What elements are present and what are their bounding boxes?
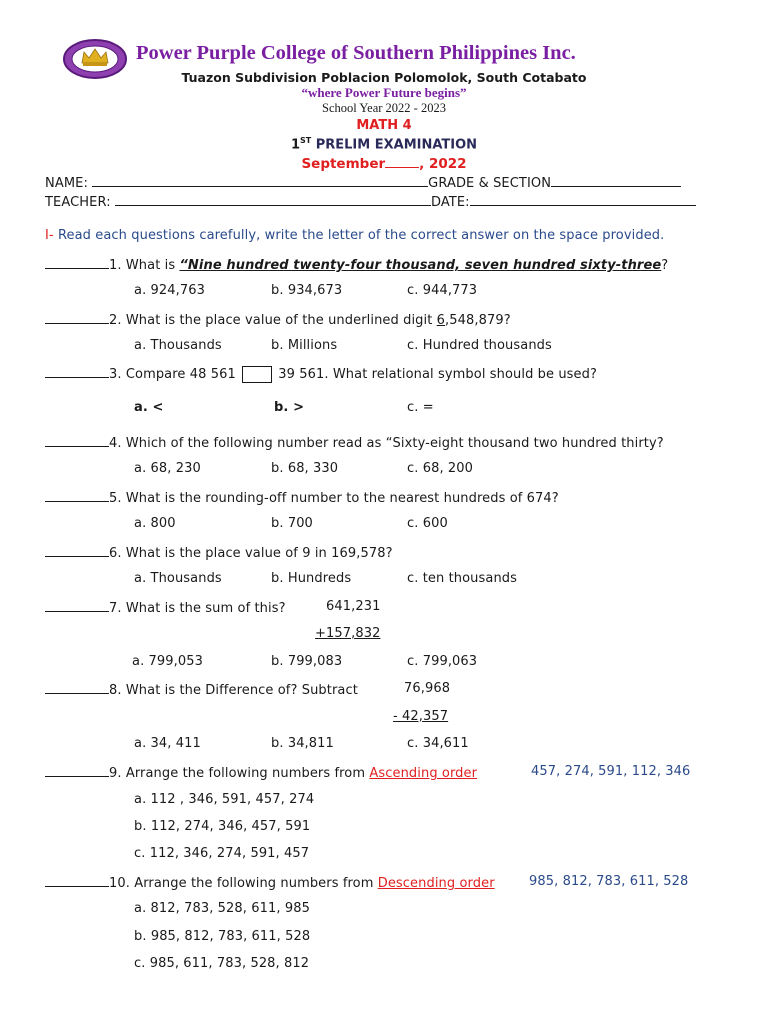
answer-blank-4[interactable]	[45, 434, 109, 447]
answer-blank-2[interactable]	[45, 311, 109, 324]
q1-end: ?	[661, 258, 669, 273]
q8-option-c: c. 34,611	[407, 736, 469, 751]
q4-option-c: c. 68, 200	[407, 461, 474, 476]
q10-option-c: c. 985, 611, 783, 528, 812	[134, 956, 310, 971]
instructions	[45, 228, 664, 243]
answer-blank-8[interactable]	[45, 681, 109, 694]
q8-option-a: a. 34, 411	[134, 736, 201, 751]
q4-stem: 4. Which of the following number read as “Sixty-eight thousand two hundred thirty?	[109, 436, 664, 451]
answer-blank-7[interactable]	[45, 599, 109, 612]
comparison-box	[242, 366, 272, 383]
date-label: DATE:	[430, 195, 470, 210]
q8-minuend: 76,968	[404, 681, 451, 696]
q6-stem: 6. What is the place value of 9 in 169,578?	[109, 546, 393, 561]
question-6	[45, 544, 393, 561]
exam-date-month: September	[301, 156, 386, 172]
teacher-label: TEACHER:	[45, 195, 111, 210]
q4-option-a: a. 68, 230	[134, 461, 201, 476]
q10-option-b: b. 985, 812, 783, 611, 528	[134, 929, 311, 944]
q7-addend-top: 641,231	[326, 599, 381, 614]
school-motto: “where Power Future begins”	[301, 85, 467, 100]
q9-order: Ascending order	[369, 766, 478, 781]
q7-stem: 7. What is the sum of this?	[109, 601, 286, 616]
exam-date-year: , 2022	[419, 156, 467, 172]
q10-option-a: a. 812, 783, 528, 611, 985	[134, 901, 310, 916]
question-5	[45, 489, 559, 506]
answer-blank-5[interactable]	[45, 489, 109, 502]
question-1	[45, 256, 668, 273]
question-8	[45, 681, 358, 698]
q6-option-a: a. Thousands	[134, 571, 222, 586]
q3-option-b: b. >	[274, 400, 305, 415]
answer-blank-1[interactable]	[45, 256, 109, 269]
q9-option-a: a. 112 , 346, 591, 457, 274	[134, 792, 315, 807]
q2-stem: 2. What is the place value of the underlined digit	[109, 313, 437, 328]
q9-option-b: b. 112, 274, 346, 457, 591	[134, 819, 311, 834]
q10-numbers: 985, 812, 783, 611, 528	[529, 874, 689, 889]
q4-option-b: b. 68, 330	[271, 461, 339, 476]
q1-emphasis: “Nine hundred twenty-four thousand, seven hundred sixty-three	[179, 258, 662, 273]
q2-option-c: c. Hundred thousands	[407, 338, 552, 353]
q5-option-a: a. 800	[134, 516, 176, 531]
q2-rest: ,548,879?	[445, 313, 511, 328]
teacher-row	[45, 193, 696, 210]
instructions-prefix: I-	[45, 228, 54, 243]
question-9	[45, 764, 477, 781]
exam-title	[0, 136, 768, 152]
q3-option-c: c. =	[407, 400, 434, 415]
name-label: NAME:	[45, 176, 88, 191]
answer-blank-3[interactable]	[45, 365, 109, 378]
q3-rest: 39 561. What relational symbol should be used?	[278, 367, 598, 382]
q2-option-a: a. Thousands	[134, 338, 222, 353]
q2-option-b: b. Millions	[271, 338, 338, 353]
q8-subtrahend: - 42,357	[393, 709, 449, 724]
subject-title: MATH 4	[356, 118, 412, 133]
q8-option-b: b. 34,811	[271, 736, 334, 751]
exam-date	[0, 155, 768, 172]
q10-order: Descending order	[377, 876, 495, 891]
question-2	[45, 311, 511, 328]
q5-stem: 5. What is the rounding-off number to the nearest hundreds of 674?	[109, 491, 559, 506]
question-4	[45, 434, 664, 451]
q7-option-a: a. 799,053	[132, 654, 203, 669]
instructions-text: Read each questions carefully, write the letter of the correct answer on the space provided.	[53, 228, 665, 243]
teacher-field[interactable]	[115, 193, 431, 206]
q3-stem: 3. Compare 48 561	[109, 367, 236, 382]
exam-number: 1	[290, 137, 300, 153]
q9-stem: 9. Arrange the following numbers from	[109, 766, 370, 781]
q1-stem: 1. What is	[109, 258, 180, 273]
question-10	[45, 874, 495, 891]
q1-option-b: b. 934,673	[271, 283, 343, 298]
answer-blank-10[interactable]	[45, 874, 109, 887]
name-row	[45, 174, 681, 191]
exam-title-text: PRELIM EXAMINATION	[315, 137, 478, 153]
q6-option-b: b. Hundreds	[271, 571, 352, 586]
q10-stem: 10. Arrange the following numbers from	[109, 876, 378, 891]
q5-option-b: b. 700	[271, 516, 313, 531]
answer-blank-9[interactable]	[45, 764, 109, 777]
school-year: School Year 2022 - 2023	[322, 101, 446, 115]
school-name: Power Purple College of Southern Philippines Inc.	[136, 42, 576, 64]
q5-option-c: c. 600	[407, 516, 448, 531]
grade-field[interactable]	[551, 174, 681, 187]
exam-number-suffix: ST	[299, 136, 312, 145]
q7-option-b: b. 799,083	[271, 654, 343, 669]
name-field[interactable]	[92, 174, 428, 187]
q6-option-c: c. ten thousands	[407, 571, 518, 586]
q7-option-c: c. 799,063	[407, 654, 478, 669]
answer-blank-6[interactable]	[45, 544, 109, 557]
school-address: Tuazon Subdivision Poblacion Polomolok, South Cotabato	[181, 70, 587, 85]
date-field[interactable]	[470, 193, 696, 206]
q9-option-c: c. 112, 346, 274, 591, 457	[134, 846, 310, 861]
grade-label: GRADE & SECTION	[428, 176, 552, 191]
q8-stem: 8. What is the Difference of? Subtract	[109, 683, 358, 698]
q1-option-c: c. 944,773	[407, 283, 478, 298]
question-7	[45, 599, 286, 616]
question-3	[45, 365, 597, 383]
q1-option-a: a. 924,763	[134, 283, 205, 298]
q3-option-a: a. <	[134, 400, 164, 415]
q7-addend-bottom: +157,832	[315, 626, 381, 641]
q9-numbers: 457, 274, 591, 112, 346	[531, 764, 691, 779]
q2-digit: 6	[436, 313, 446, 328]
